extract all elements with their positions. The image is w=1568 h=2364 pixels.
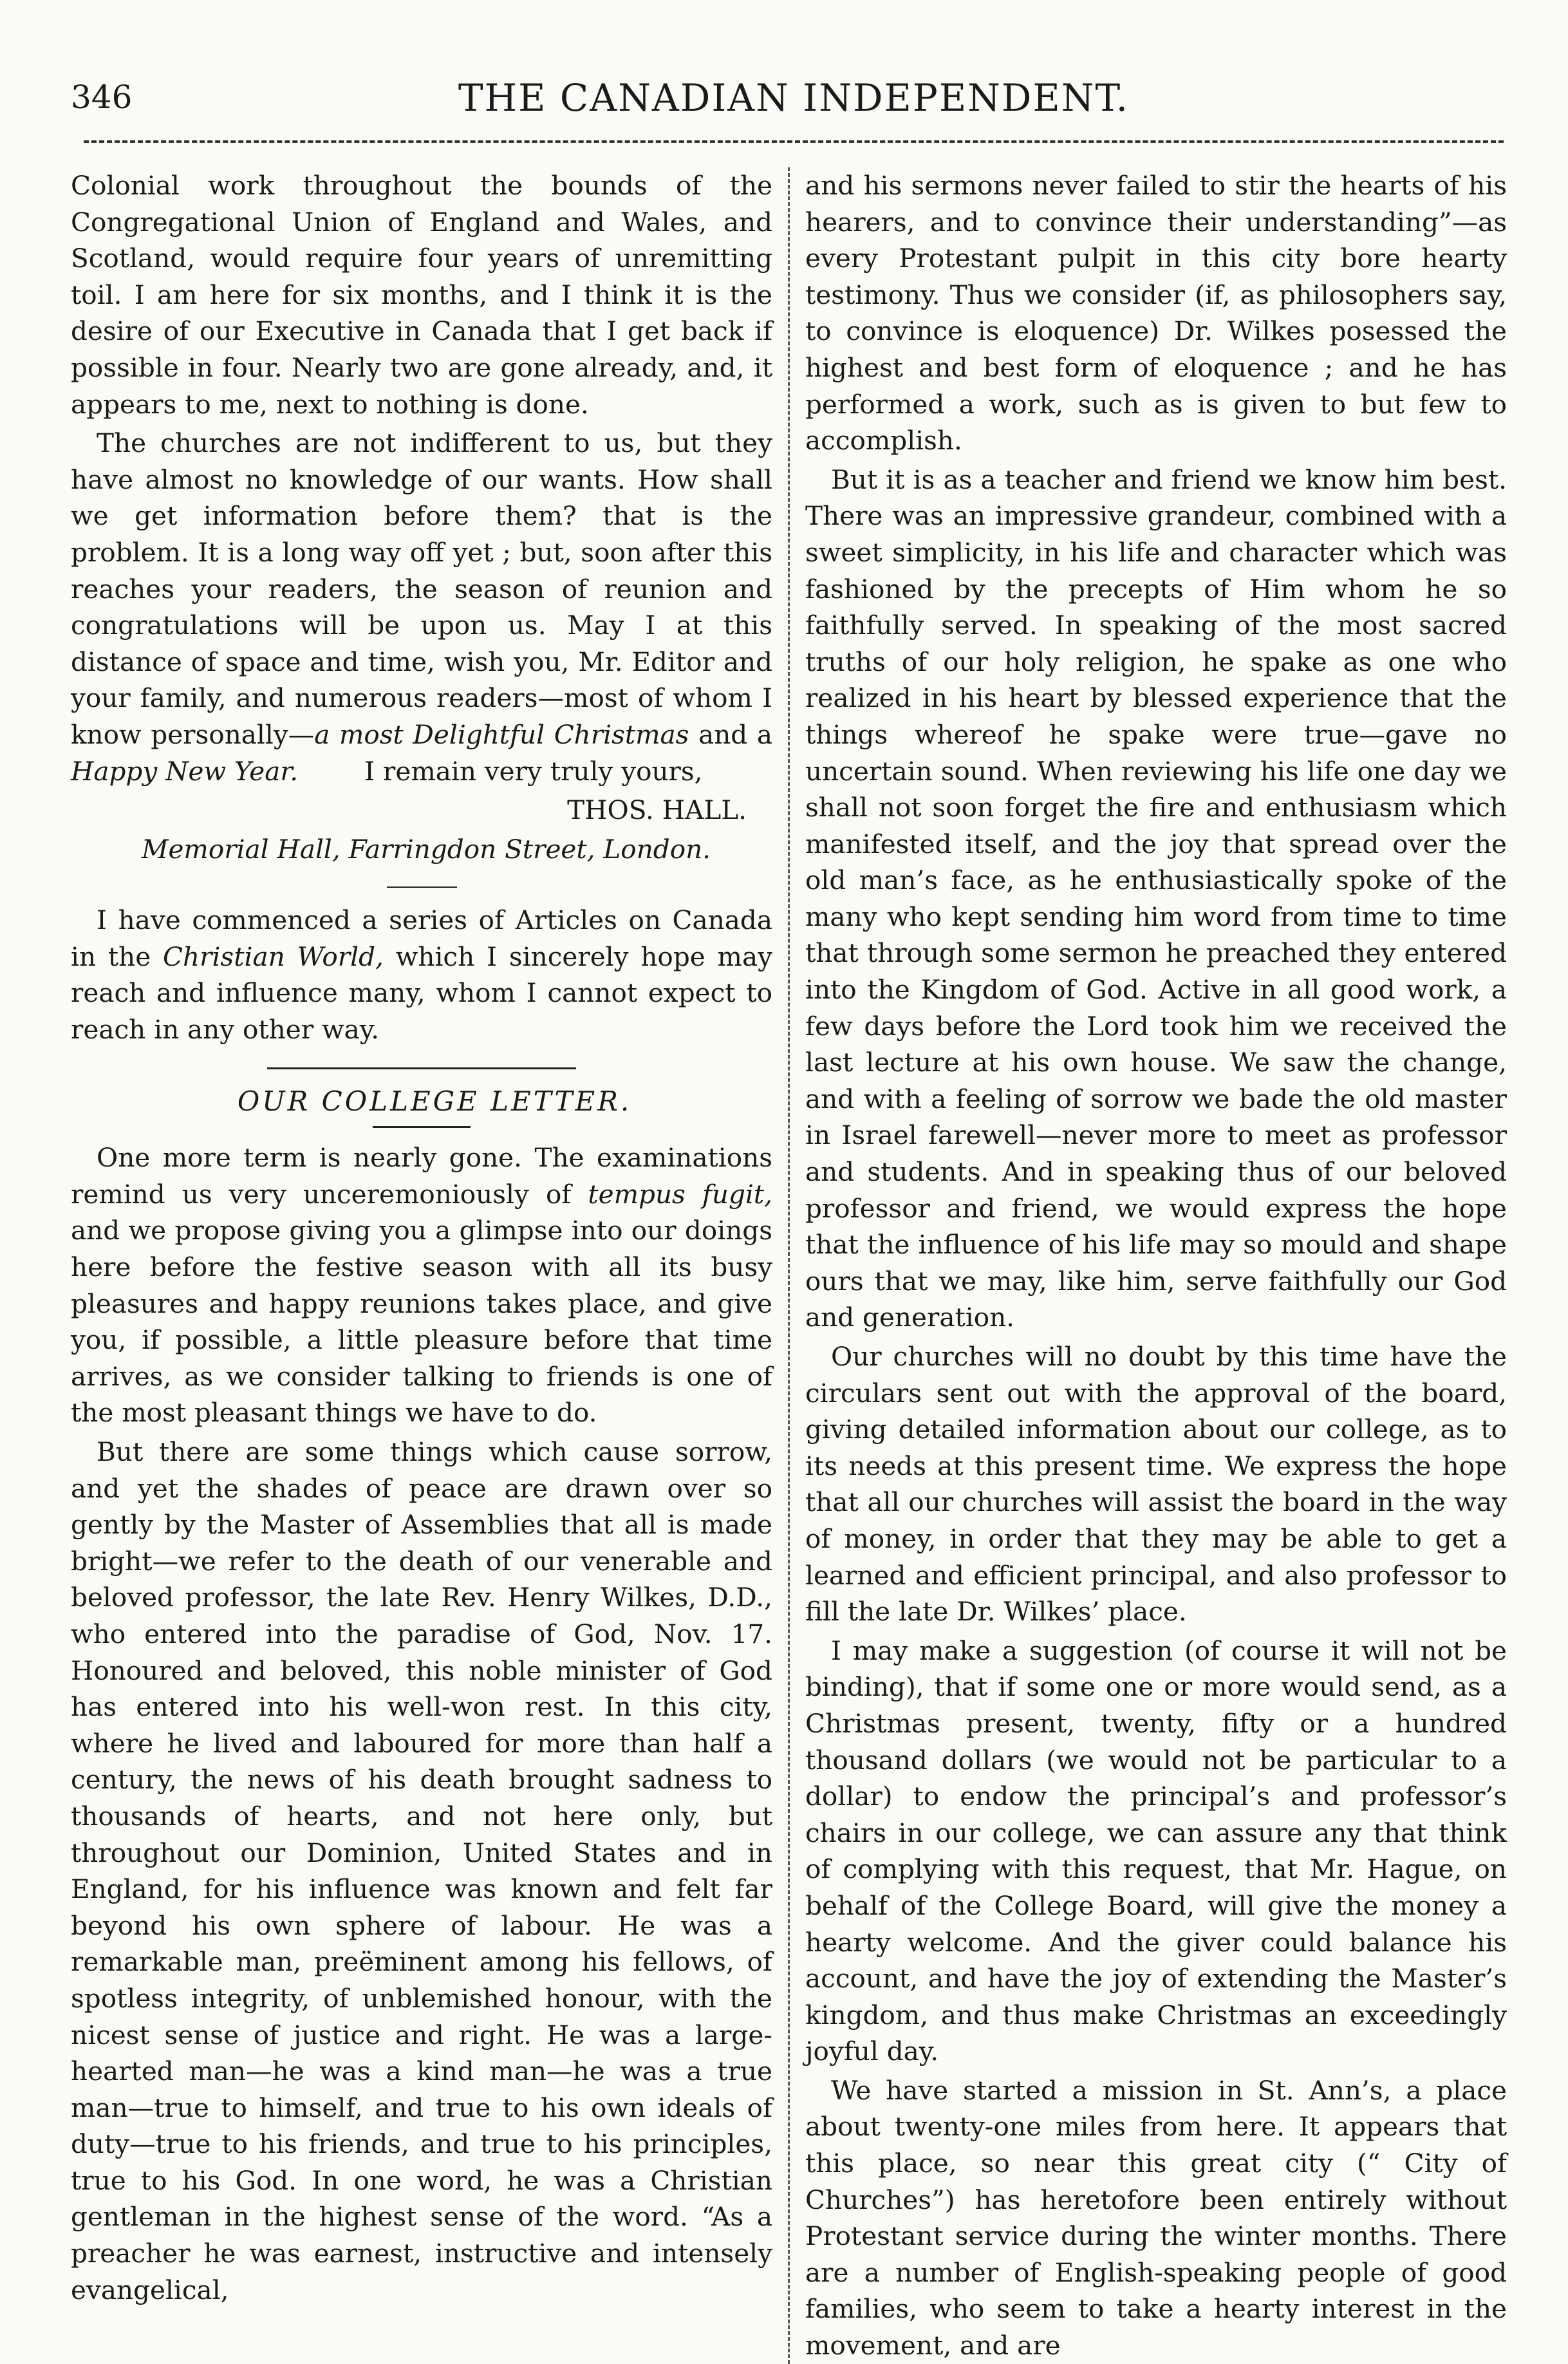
paragraph: I may make a suggestion (of course it will not be binding), that if some one or more would send, as a Christmas present, twenty, fifty or a hundred thousand dollars (we would not be particular to a dollar) to endow the principal’s and professor’s chairs in our college, we can assure any that think of complying with this request, that Mr. Hague, on behalf of the College Board, will give the money a hearty welcome. And the giver could balance his account, and have the joy of extending the Master’s kingdom, and thus make Christmas an exceedingly joyful day. — [805, 1635, 1507, 2067]
text-run: One more term is nearly gone. The examinations remind us very unceremoniously of — [71, 1142, 772, 1210]
journal-title: THE CANADIAN INDEPENDENT. — [458, 76, 1130, 120]
text-run: and a — [689, 718, 772, 750]
paragraph: and his sermons never failed to stir the hearts of his hearers, and to convince their understanding”—as every Protestant pulpit in this city bore hearty testimony. Thus we consider (if, as philosophers say, to convince is eloquence) Dr. Wilkes posessed the highest and best form of eloquence ; and he has performed a work, such as is given to but few to accomplish. — [805, 170, 1507, 456]
text-run: The churches are not indifferent to us, but they have almost no knowledge of our wants. How shall we get information before them? that is the problem. It is a long way off yet ; but, soon after this reaches your readers, the season of reunion and congratulations will be upon us. May I at this distance of space and time, wish you, Mr. Editor and your family, and numerous readers—most of whom I know personally— — [71, 427, 772, 750]
paragraph: We have started a mission in St. Ann’s, a place about twenty-one miles from here. It appears that this place, so near this great city (“ City of Churches”) has heretofore been entirely without Protestant service during the winter months. There are a number of English-speaking people of good families, who seem to take a hearty interest in the movement, and are — [805, 2074, 1507, 2361]
paragraph: But it is as a teacher and friend we know him best. There was an impressive grandeur, combined with a sweet simplicity, in his life and character which was fashioned by the precepts of Him whom he so faithfully served. In speaking of the most sacred truths of our holy religion, he spake as one who realized in his heart by blessed experience that the things whereof he spake were true—gave no uncertain sound. When reviewing his life one day we shall not soon forget the fire and enthusiasm which manifested itself, and the joy that spread over the old man’s face, as he enthusiastically spoke of the many who kept sending him word from time to time that through some sermon he preached they entered into the Kingdom of God. Active in all good work, a few days before the Lord took him we received the last lecture at his own house. We saw the change, and with a feeling of sorrow we bade the old master in Israel farewell—never more to meet as professor and students. And in speaking thus of our beloved professor and friend, we would express the hope that the influence of his life may so mould and shape ours that we may, like him, serve faithfully our God and generation. — [805, 464, 1507, 1333]
signature: THOS. HALL. — [567, 794, 747, 826]
section-divider — [387, 887, 457, 888]
section-divider — [267, 1067, 576, 1069]
paragraph — [71, 902, 772, 1047]
header-rule — [84, 140, 1504, 143]
page-header — [71, 64, 1517, 122]
italic-text: a most Delightful Christmas — [314, 718, 689, 750]
italic-text: Happy New Year. — [71, 755, 299, 787]
text-run: which I sincerely hope may reach and influence many, whom I cannot expect to reach in any other way. — [71, 941, 772, 1046]
closing-line: I remain very truly yours, — [364, 755, 703, 787]
paragraph: But there are some things which cause sorrow, and yet the shades of peace are drawn over so gently by the Master of Assemblies that all is made bright—we refer to the death of our venerable and beloved professor, the late Rev. Henry Wilkes, D.D., who entered into the paradise of God, Nov. 17. Honoured and beloved, this noble minister of God has entered into his well-won rest. In this city, where he lived and laboured for more than half a century, the news of his death brought sadness to thousands of hearts, and not here only, but throughout our Dominion, United States and in England, for his influence was known and felt far beyond his own sphere of labour. He was a remarkable man, preëminent among his fellows, of spotless integrity, of unblemished honour, with the nicest sense of justice and right. He was a large-hearted man—he was a kind man—he was a true man—true to himself, and true to his own ideals of duty—true to his friends, and true to his principles, true to his God. In one word, he was a Christian gentleman in the highest sense of the word. “As a preacher he was earnest, instructive and intensely evangelical, — [71, 1436, 772, 2305]
text-run: I have commenced a series of Articles on Canada in the — [71, 905, 772, 972]
paragraph — [71, 1140, 772, 1431]
title-rule — [373, 1126, 471, 1128]
signature-place: Memorial Hall, Farringdon Street, London. — [142, 833, 711, 865]
text-run: and we propose giving you a glimpse into our doings here before the festive season with all its busy pleasures and happy reunions takes place, and give you, if possible, a little pleasure before that time arrives, as we consider talking to friends is one of the most pleasant things we have to do. — [71, 1215, 772, 1429]
paragraph: Colonial work throughout the bounds of the Congregational Union of England and Wales, and Scotland, would require four years of unremitting toil. I am here for six months, and I think it is the desire of our Executive in Canada that I get back if possible in four. Nearly two are gone already, and, it appears to me, next to nothing is done. — [71, 170, 772, 420]
section-title: OUR COLLEGE LETTER. — [237, 1085, 632, 1117]
paragraph: Our churches will no doubt by this time have the circulars sent out with the approval of the board, giving detailed information about our college, as to its needs at this present time. We express the hope that all our churches will assist the board in the way of money, in order that they may be able to get a learned and efficient principal, and also professor to fill the late Dr. Wilkes’ place. — [805, 1341, 1507, 1628]
page-number: 346 — [71, 79, 133, 116]
right-column — [790, 167, 1507, 2364]
left-column — [71, 167, 788, 2364]
paragraph — [71, 425, 772, 789]
italic-text: Christian World, — [163, 941, 384, 972]
article-columns — [71, 167, 1517, 2364]
italic-text: tempus fugit, — [588, 1178, 772, 1210]
